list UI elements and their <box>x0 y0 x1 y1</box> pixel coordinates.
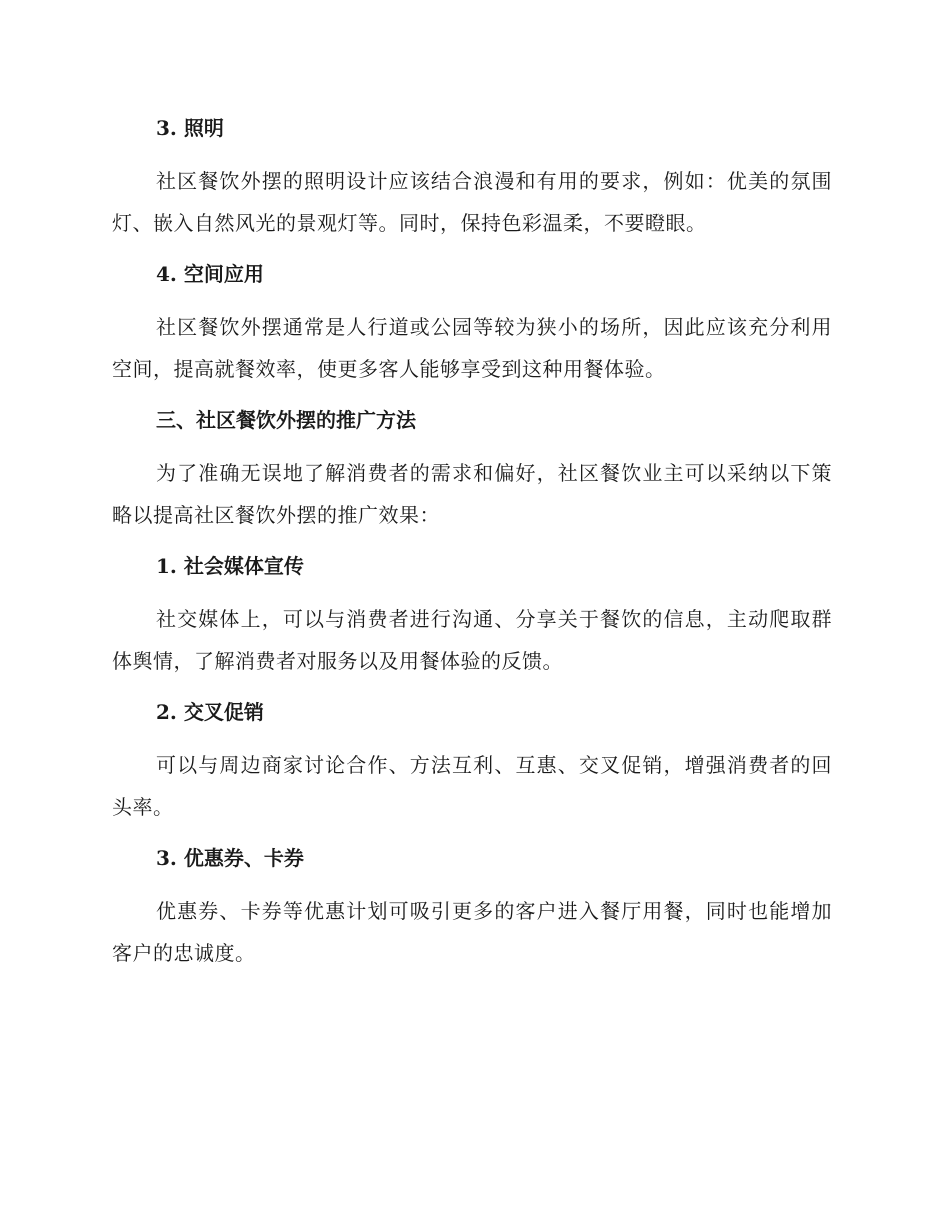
section-heading-social-media: 1. 社会媒体宣传 <box>156 554 304 578</box>
paragraph-space-usage: 社区餐饮外摆通常是人行道或公园等较为狭小的场所，因此应该充分利用空间，提高就餐效率，使更多客人能够享受到这种用餐体验。 <box>112 315 832 381</box>
section-heading-promotion-methods: 三、社区餐饮外摆的推广方法 <box>156 408 416 432</box>
paragraph-coupons: 优惠券、卡券等优惠计划可吸引更多的客户进入餐厅用餐，同时也能增加客户的忠诚度。 <box>112 899 832 965</box>
paragraph-lighting: 社区餐饮外摆的照明设计应该结合浪漫和有用的要求，例如：优美的氛围灯、嵌入自然风光的景观灯等。同时，保持色彩温柔，不要瞪眼。 <box>112 169 832 235</box>
paragraph-promotion-intro: 为了准确无误地了解消费者的需求和偏好，社区餐饮业主可以采纳以下策略以提高社区餐饮外摆的推广效果： <box>112 461 832 527</box>
paragraph-cross-promotion: 可以与周边商家讨论合作、方法互利、互惠、交叉促销，增强消费者的回头率。 <box>112 753 832 819</box>
section-heading-lighting: 3. 照明 <box>156 116 224 140</box>
section-heading-cross-promotion: 2. 交叉促销 <box>156 700 264 724</box>
paragraph-social-media: 社交媒体上，可以与消费者进行沟通、分享关于餐饮的信息，主动爬取群体舆情，了解消费者对服务以及用餐体验的反馈。 <box>112 607 832 673</box>
section-heading-space-usage: 4. 空间应用 <box>156 262 264 286</box>
document-body <box>112 108 832 984</box>
section-heading-coupons: 3. 优惠券、卡券 <box>156 846 304 870</box>
